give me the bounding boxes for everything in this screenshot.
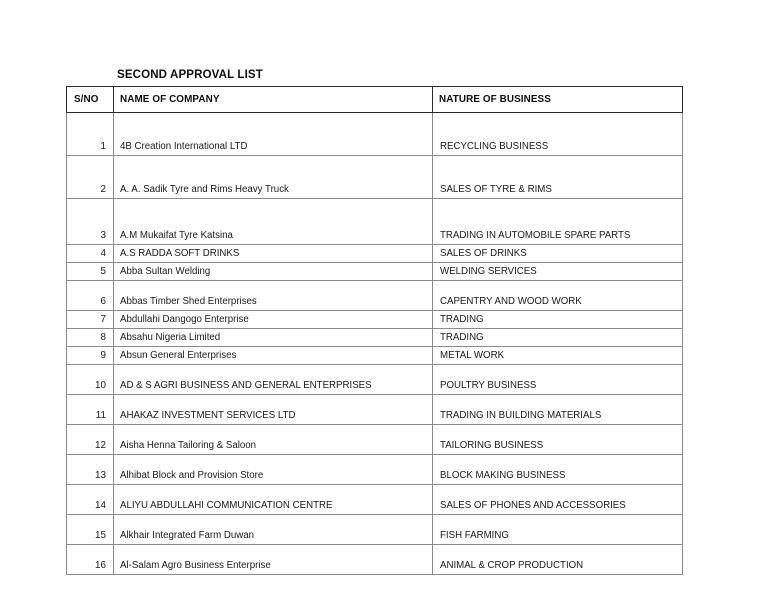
table-row <box>67 263 683 281</box>
cell-serial-number: 16 <box>67 545 114 575</box>
cell-serial-number: 1 <box>67 113 114 156</box>
cell-company-name: Al-Salam Agro Business Enterprise <box>114 545 433 575</box>
cell-company-name: ALIYU ABDULLAHI COMMUNICATION CENTRE <box>114 485 433 515</box>
cell-company-name: Abba Sultan Welding <box>114 263 433 281</box>
table-row <box>67 311 683 329</box>
table-row <box>67 245 683 263</box>
table-header-row <box>67 87 683 113</box>
cell-company-name: Absahu Nigeria Limited <box>114 329 433 347</box>
cell-nature-of-business: WELDING SERVICES <box>433 263 683 281</box>
cell-nature-of-business: POULTRY BUSINESS <box>433 365 683 395</box>
approval-list-table <box>66 86 683 575</box>
table-row <box>67 113 683 156</box>
table-header <box>67 87 683 113</box>
cell-serial-number: 3 <box>67 199 114 245</box>
page-title: SECOND APPROVAL LIST <box>117 69 263 81</box>
cell-serial-number: 14 <box>67 485 114 515</box>
cell-nature-of-business: TRADING IN BUILDING MATERIALS <box>433 395 683 425</box>
table-row <box>67 347 683 365</box>
cell-company-name: AHAKAZ INVESTMENT SERVICES LTD <box>114 395 433 425</box>
table-row <box>67 281 683 311</box>
cell-nature-of-business: METAL WORK <box>433 347 683 365</box>
cell-nature-of-business: TRADING <box>433 311 683 329</box>
cell-company-name: Aisha Henna Tailoring & Saloon <box>114 425 433 455</box>
cell-serial-number: 15 <box>67 515 114 545</box>
table-body <box>67 113 683 575</box>
cell-serial-number: 5 <box>67 263 114 281</box>
table-row <box>67 425 683 455</box>
cell-nature-of-business: BLOCK MAKING BUSINESS <box>433 455 683 485</box>
cell-company-name: Abbas Timber Shed Enterprises <box>114 281 433 311</box>
cell-serial-number: 10 <box>67 365 114 395</box>
column-header-nature: NATURE OF BUSINESS <box>433 87 683 113</box>
cell-nature-of-business: TAILORING BUSINESS <box>433 425 683 455</box>
table-row <box>67 156 683 199</box>
cell-serial-number: 11 <box>67 395 114 425</box>
table-row <box>67 485 683 515</box>
cell-company-name: A.S RADDA SOFT DRINKS <box>114 245 433 263</box>
cell-nature-of-business: SALES OF TYRE & RIMS <box>433 156 683 199</box>
table-row <box>67 455 683 485</box>
table-row <box>67 545 683 575</box>
cell-serial-number: 12 <box>67 425 114 455</box>
cell-nature-of-business: CAPENTRY AND WOOD WORK <box>433 281 683 311</box>
cell-nature-of-business: TRADING <box>433 329 683 347</box>
cell-company-name: Alhibat Block and Provision Store <box>114 455 433 485</box>
cell-company-name: A.M Mukaifat Tyre Katsina <box>114 199 433 245</box>
column-header-sno: S/NO <box>67 87 114 113</box>
table-row <box>67 395 683 425</box>
table-row <box>67 515 683 545</box>
table-row <box>67 365 683 395</box>
cell-serial-number: 7 <box>67 311 114 329</box>
cell-company-name: A. A. Sadik Tyre and Rims Heavy Truck <box>114 156 433 199</box>
cell-company-name: Alkhair Integrated Farm Duwan <box>114 515 433 545</box>
cell-serial-number: 6 <box>67 281 114 311</box>
cell-serial-number: 9 <box>67 347 114 365</box>
table-row <box>67 199 683 245</box>
cell-company-name: Absun General Enterprises <box>114 347 433 365</box>
cell-nature-of-business: SALES OF PHONES AND ACCESSORIES <box>433 485 683 515</box>
table-row <box>67 329 683 347</box>
cell-nature-of-business: FISH FARMING <box>433 515 683 545</box>
column-header-name: NAME OF COMPANY <box>114 87 433 113</box>
cell-serial-number: 2 <box>67 156 114 199</box>
cell-company-name: 4B Creation International LTD <box>114 113 433 156</box>
cell-nature-of-business: TRADING IN AUTOMOBILE SPARE PARTS <box>433 199 683 245</box>
cell-company-name: AD & S AGRI BUSINESS AND GENERAL ENTERPRISES <box>114 365 433 395</box>
cell-nature-of-business: RECYCLING BUSINESS <box>433 113 683 156</box>
cell-serial-number: 8 <box>67 329 114 347</box>
cell-nature-of-business: ANIMAL & CROP PRODUCTION <box>433 545 683 575</box>
cell-nature-of-business: SALES OF DRINKS <box>433 245 683 263</box>
cell-serial-number: 13 <box>67 455 114 485</box>
cell-company-name: Abdullahi Dangogo Enterprise <box>114 311 433 329</box>
cell-serial-number: 4 <box>67 245 114 263</box>
